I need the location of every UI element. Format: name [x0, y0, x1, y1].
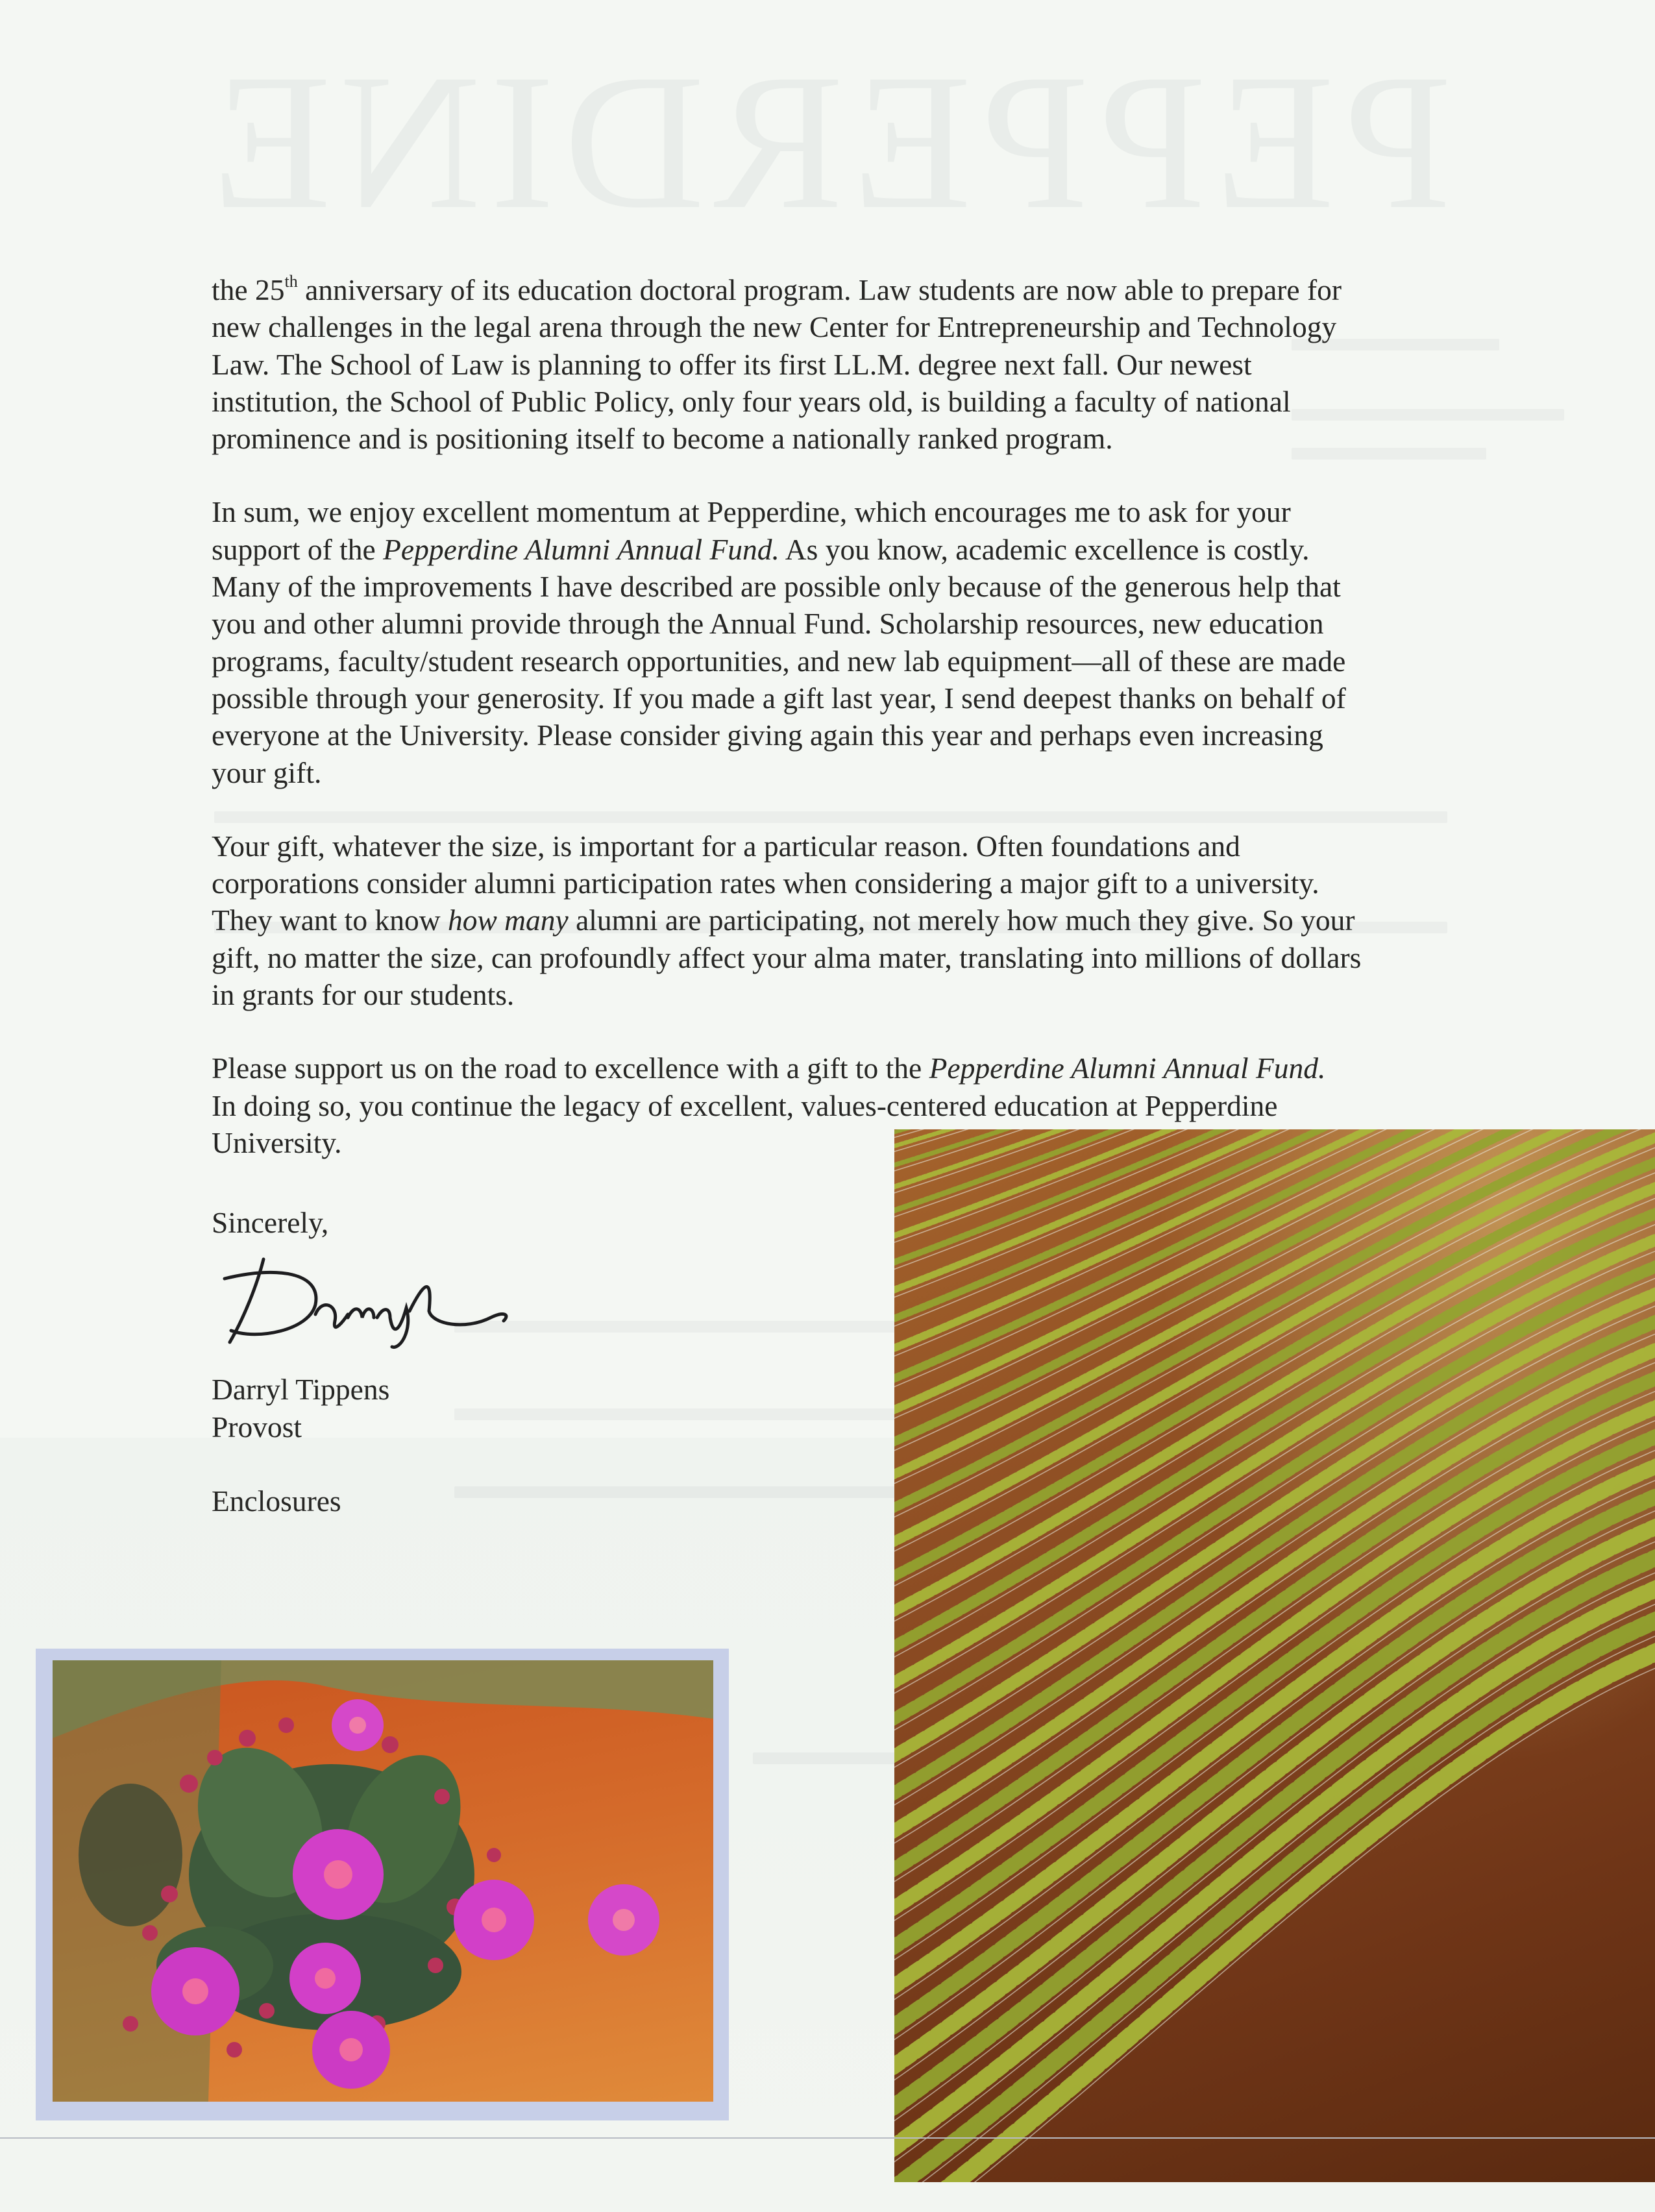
ordinal-suffix: th — [284, 272, 298, 291]
showthrough-line — [454, 1408, 896, 1420]
bottom-rule — [0, 2137, 1655, 2139]
fund-name: Pepperdine Alumni Annual Fund. — [929, 1051, 1326, 1085]
showthrough-line — [454, 1486, 896, 1498]
closing: Sincerely, — [212, 1206, 329, 1239]
cactus-photo-frame — [36, 1649, 729, 2120]
paragraph-text: the 25 — [212, 273, 285, 306]
paragraph-text: Please support us on the road to excellence with a gift to the — [212, 1051, 929, 1085]
showthrough-line — [753, 1752, 896, 1764]
letter-body — [212, 271, 1503, 1198]
vineyard-photo — [894, 1129, 1655, 2182]
fund-name: Pepperdine Alumni Annual Fund. — [383, 532, 779, 566]
handwritten-signature — [218, 1253, 523, 1350]
paragraph-text: In doing so, you continue the legacy of excellent, values-centered education at Pepperdine University. — [212, 1088, 1278, 1159]
paragraph-2 — [212, 493, 1503, 791]
paragraph-text: In sum, we enjoy excellent momentum at Pepperdine, which encourages me to ask for your support of the — [212, 495, 1291, 566]
cactus-illustration — [53, 1660, 713, 2102]
paragraph-text: As you know, academic excellence is costly. Many of the improvements I have described are possible only because of the generous help that you and other alumni provide through the Annual Fund. Scholarship resources, new education programs, faculty/student research opportunities, and new lab equipment—all of these are made possible through your generosity. If you made a gift last year, I send deepest thanks on behalf of everyone at the University. Please consider giving again this year and perhaps even increasing your gift. — [212, 532, 1346, 789]
paragraph-text: alumni are participating, not merely how much they give. So your gift, no matter the size, can profoundly affect your alma mater, translating into millions of dollars in grants for our students. — [212, 903, 1362, 1012]
signer-title: Provost — [212, 1410, 302, 1444]
paragraph-3 — [212, 828, 1503, 1013]
signer-name: Darryl Tippens — [212, 1373, 390, 1406]
paragraph-text: anniversary of its education doctoral program. Law students are now able to prepare for new challenges in the legal arena through the new Center for Entrepreneurship and Technology Law. The School of Law is planning to offer its first LL.M. degree next fall. Our newest institution, the School of Public Policy, only four years old, is building a faculty of national prominence and is positioning itself to become a nationally ranked program. — [212, 273, 1342, 456]
paragraph-text: Your gift, whatever the size, is important for a particular reason. Often foundations and corporations consider alumni participation rates when considering a major gift to a university. They want to know — [212, 829, 1319, 937]
cactus-flower-photo — [53, 1660, 713, 2102]
letterhead-showthrough: PEPPERDINE — [203, 34, 1452, 249]
paragraph-1 — [212, 271, 1503, 457]
vineyard-rows — [894, 1129, 1655, 2182]
emphasis: how many — [447, 903, 569, 937]
enclosures-note: Enclosures — [212, 1484, 341, 1518]
